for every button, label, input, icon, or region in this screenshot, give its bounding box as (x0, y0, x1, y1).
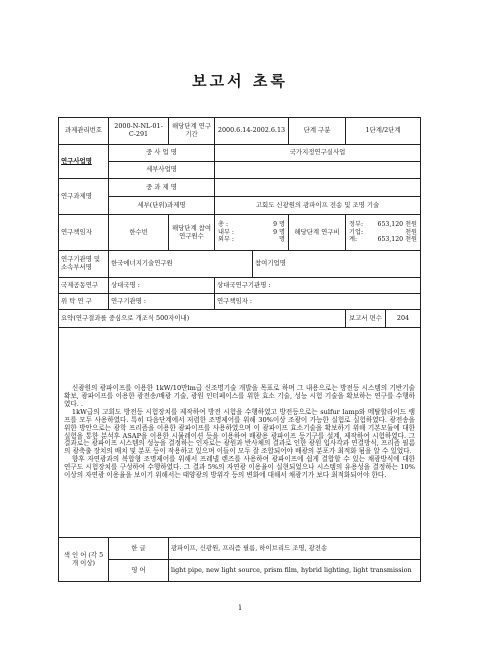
intl-label: 국제공동연구 (59, 278, 109, 294)
summary-body (59, 328, 421, 538)
summary-label: 요약(연구결과를 중심으로 개조식 500자이내) (59, 310, 346, 328)
commission-inst-label: 연구기관명 : (109, 294, 215, 310)
program-main-label: 중 사 업 명 (109, 145, 215, 162)
commission-row (59, 294, 421, 310)
task-main-row (59, 179, 421, 197)
period-value: 2000.6.14-2002.6.13 (215, 118, 289, 145)
summary-paragraph-2: 1kW급의 고회도 방전등 시험장치를 제작하여 방전 시험을 수행하였고 방전등으로는 sulfur lamp와 메탈할라이드 램프를 모두 사용하였다. 특히 다음단계에서 저렴한 조명제어를 위해 30%이상 조광이 가능한 실험로 실험하였다. 광전송을 위한 방안으로는 광학 프리즘을 이용한 광파이프를 사용하였으며 이 광파이프 효소기술을 확보하기 위해 기본모듈에 대한 실험을 통한 분석후 ASAP을 이용한 시뮬레이션 등을 이용하여 배광용 광파이프 등기구를 설계, 제작하여 시험하였다. 그 결과로는 광파이프 시스템의 성능을 결정하는 인자로는 광원과 반사체의 결과로 인한 광원 입사각과 연결방식, 프리즘 필름의 광축출 장치의 배치 및 분포 등이 작용하고 있으며 이들이 모두 잘 조합되어야 배광의 분포가 최적화 됨을 알 수 있었다. (64, 407, 416, 456)
summary-header-row (59, 310, 421, 328)
staff-row (59, 215, 421, 251)
total-label: 총 : (218, 221, 229, 229)
phase-label: 해당단계 연구기간 (169, 118, 215, 145)
cost-label: 해당단계 연구비 (289, 215, 346, 251)
task-sub-value: 고회도 신광원의 광파이프 전송 및 조명 기술 (215, 197, 421, 215)
report-title: 보고서 초록 (192, 72, 288, 90)
company-cost-value: 천원 (405, 228, 418, 236)
task-label: 연구과제명 (59, 179, 109, 215)
company-label: 참여기업명 (253, 251, 421, 278)
intl-inst-label: 상대국연구기관명 : (215, 278, 421, 294)
summary-paragraph-1: 신광원의 광파이프를 이용한 1kW/10만lm급 신조명기술 개발을 목표로 하며 그 내용으로는 방전등 시스템의 기반기술 확보, 광파이프를 이용한 광전송/배광 기술, 광원 인터페이스를 위한 효소 기술, 성능 시험 기술을 확보하는 연구를 수행하였다. . (64, 384, 416, 408)
program-sub-label: 세부사업명 (109, 162, 215, 179)
keywords-ko-row (59, 538, 421, 560)
institution-value: 한국에너지기술연구원 (109, 251, 253, 278)
gov-value: 653,120 천원 (377, 221, 418, 229)
stage-label: 단계 구분 (289, 118, 346, 145)
program-main-value: 국가지정연구실사업 (215, 145, 421, 162)
researchers-label: 해당단계 참여연구원수 (169, 215, 215, 251)
internal-count: 9 명 (273, 228, 285, 236)
pages-value: 204 (386, 310, 421, 328)
keywords-ko: 광파이프, 신광원, 프리즘 필름, 하이브리드 조명, 광전송 (169, 538, 421, 560)
lead-name: 한수빈 (109, 215, 169, 251)
task-sub-row (59, 197, 421, 215)
program-label: 연구사업명 (59, 145, 109, 179)
keywords-label: 색 인 어 (각 5개 이상) (59, 538, 109, 582)
report-abstract-table (58, 117, 421, 582)
sum-value: 653,120 천원 (377, 236, 418, 244)
sum-label: 계: (349, 236, 358, 244)
total-count: 9 명 (273, 221, 285, 229)
project-no-label: 과제관리번호 (59, 118, 109, 145)
keywords-ko-label: 한 글 (109, 538, 169, 560)
gov-label: 정부: (349, 221, 364, 229)
institution-row (59, 251, 421, 278)
cost-values (346, 215, 421, 251)
commission-lead-label: 연구책임자 : (215, 294, 421, 310)
page-number: i (238, 603, 242, 612)
task-sub-label: 세부(단위)과제명 (109, 197, 215, 215)
summary-body-row (59, 328, 421, 538)
task-main-value (215, 179, 421, 197)
researcher-counts (215, 215, 289, 251)
program-sub-value (215, 162, 421, 179)
project-info-row (59, 118, 421, 145)
keywords-en-label: 영 어 (109, 560, 169, 582)
institution-label: 연구기관명 및 소속부서명 (59, 251, 109, 278)
project-no-value: 2000-N-NL-01-C-291 (109, 118, 169, 145)
summary-paragraph-3: 향후 자연광과의 복합형 조명제어를 위해서 프레넬 렌즈를 사용하여 광파이프에 쉽게 결합할 수 있는 채광방식에 대한 연구도 시험장치를 구성하여 수행하였다. 그 결과 5%의 자연광 이용율이 실현되었으나 시스템의 유용성을 결정하는 10%이상의 자연광 이용율을 보이기 위해서는 태양광의 방위각 등의 변화에 대해서 채광기가 보다 최적화되어야 한다. (64, 455, 416, 480)
commission-label: 위 탁 연 구 (59, 294, 109, 310)
external-label: 외부 : (218, 236, 235, 244)
program-main-row (59, 145, 421, 162)
external-count: 명 (279, 236, 285, 244)
program-sub-row (59, 162, 421, 179)
keywords-en: light pipe, new light source, prism film, hybrid lighting, light transmission (169, 560, 421, 582)
pages-label: 보고서 면수 (346, 310, 386, 328)
internal-label: 내부 : (218, 228, 235, 236)
intl-row (59, 278, 421, 294)
lead-label: 연구책임자 (59, 215, 109, 251)
task-main-label: 중 과 제 명 (109, 179, 215, 197)
stage-value: 1단계/2단계 (346, 118, 421, 145)
intl-country-label: 상대국명 : (109, 278, 215, 294)
keywords-en-row (59, 560, 421, 582)
company-cost-label: 기업: (349, 228, 364, 236)
